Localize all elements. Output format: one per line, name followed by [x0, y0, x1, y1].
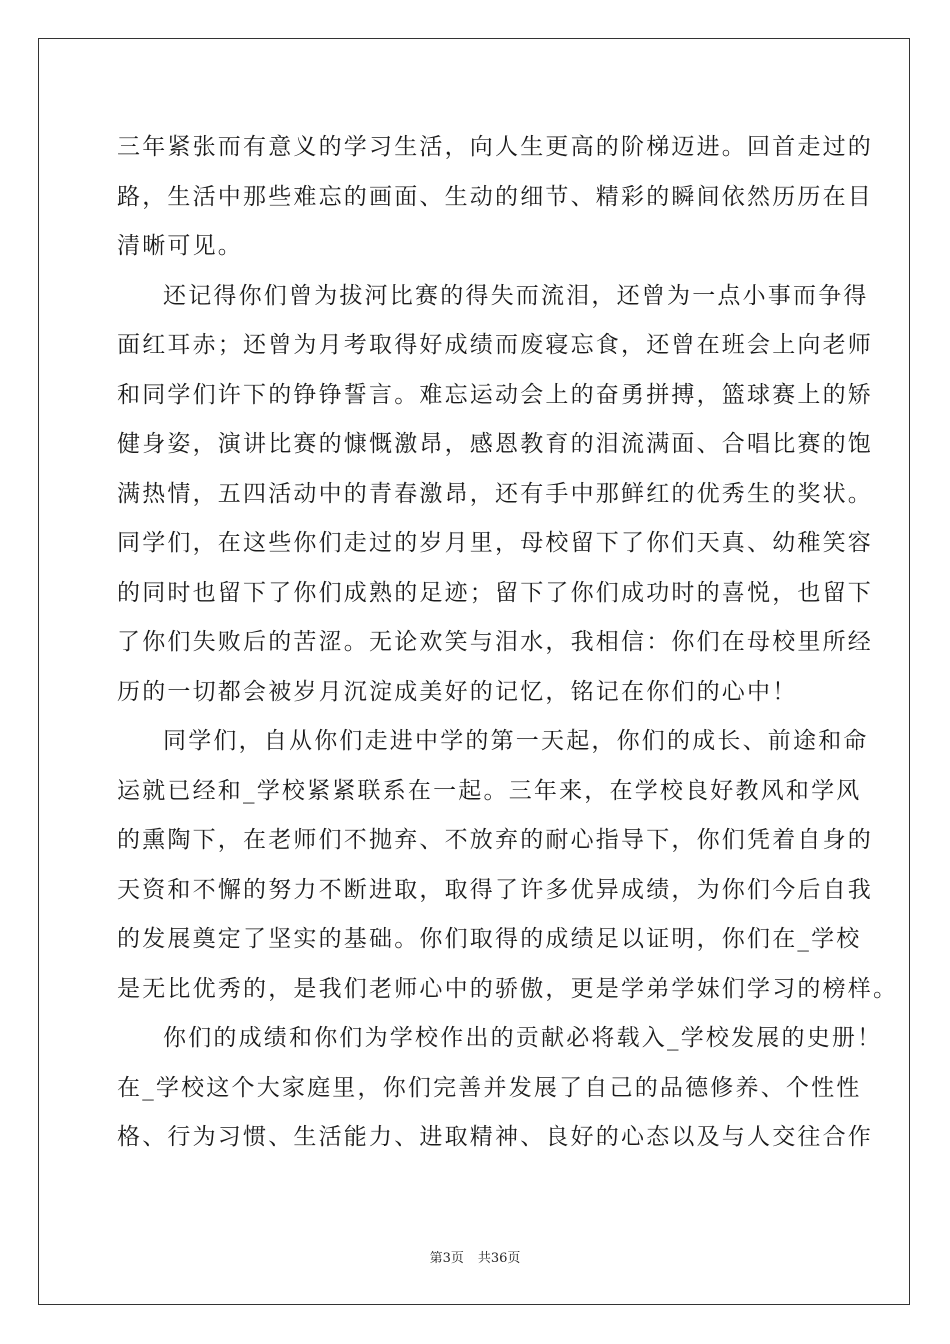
text-line: 还记得你们曾为拔河比赛的得失而流泪，还曾为一点小事而争得 [163, 282, 869, 309]
text-line: 清晰可见。 [117, 233, 243, 259]
text-line: 运就已经和_学校紧紧联系在一起。三年来，在学校良好教风和学风 [117, 777, 862, 804]
text-line: 的熏陶下，在老师们不抛弃、不放弃的耐心指导下，你们凭着自身的 [117, 827, 873, 853]
text-line: 面红耳赤；还曾为月考取得好成绩而废寝忘食，还曾在班会上向老师 [117, 332, 873, 358]
text-line: 你们的成绩和你们为学校作出的贡献必将载入_学校发展的史册！ [163, 1025, 883, 1051]
text-line: 在_学校这个大家庭里，你们完善并发展了自己的品德修养、个性性 [117, 1074, 862, 1101]
text-line: 同学们，在这些你们走过的岁月里，母校留下了你们天真、幼稚笑容 [117, 530, 873, 556]
text-line: 是无比优秀的，是我们老师心中的骄傲，更是学弟学妹们学习的榜样。 [117, 975, 899, 1002]
text-line: 满热情，五四活动中的青春激昂，还有手中那鲜红的优秀生的奖状。 [117, 480, 873, 507]
text-line: 的同时也留下了你们成熟的足迹；留下了你们成功时的喜悦，也留下 [117, 579, 873, 606]
text-line: 了你们失败后的苦涩。无论欢笑与泪水，我相信：你们在母校里所经 [117, 629, 873, 655]
text-line: 和同学们许下的铮铮誓言。难忘运动会上的奋勇拼搏，篮球赛上的矫 [117, 381, 873, 408]
text-line: 的发展奠定了坚实的基础。你们取得的成绩足以证明，你们在_学校 [117, 926, 862, 952]
text-line: 天资和不懈的努力不断进取，取得了许多优异成绩，为你们今后自我 [117, 876, 873, 903]
text-line: 同学们，自从你们走进中学的第一天起，你们的成长、前途和命 [163, 728, 869, 754]
text-line: 格、行为习惯、生活能力、进取精神、良好的心态以及与人交往合作 [117, 1124, 873, 1150]
page-footer [0, 1247, 950, 1266]
text-line: 三年紧张而有意义的学习生活，向人生更高的阶梯迈进。回首走过的 [117, 134, 873, 160]
text-line: 路，生活中那些难忘的画面、生动的细节、精彩的瞬间依然历历在目 [117, 183, 873, 210]
page-number: 第3页 [429, 1251, 464, 1266]
text-line: 历的一切都会被岁月沉淀成美好的记忆，铭记在你们的心中！ [117, 678, 798, 705]
text-line: 健身姿，演讲比赛的慷慨激昂，感恩教育的泪流满面、合唱比赛的饱 [117, 431, 873, 457]
document-body [117, 123, 899, 1163]
page-total: 共36页 [477, 1251, 521, 1266]
